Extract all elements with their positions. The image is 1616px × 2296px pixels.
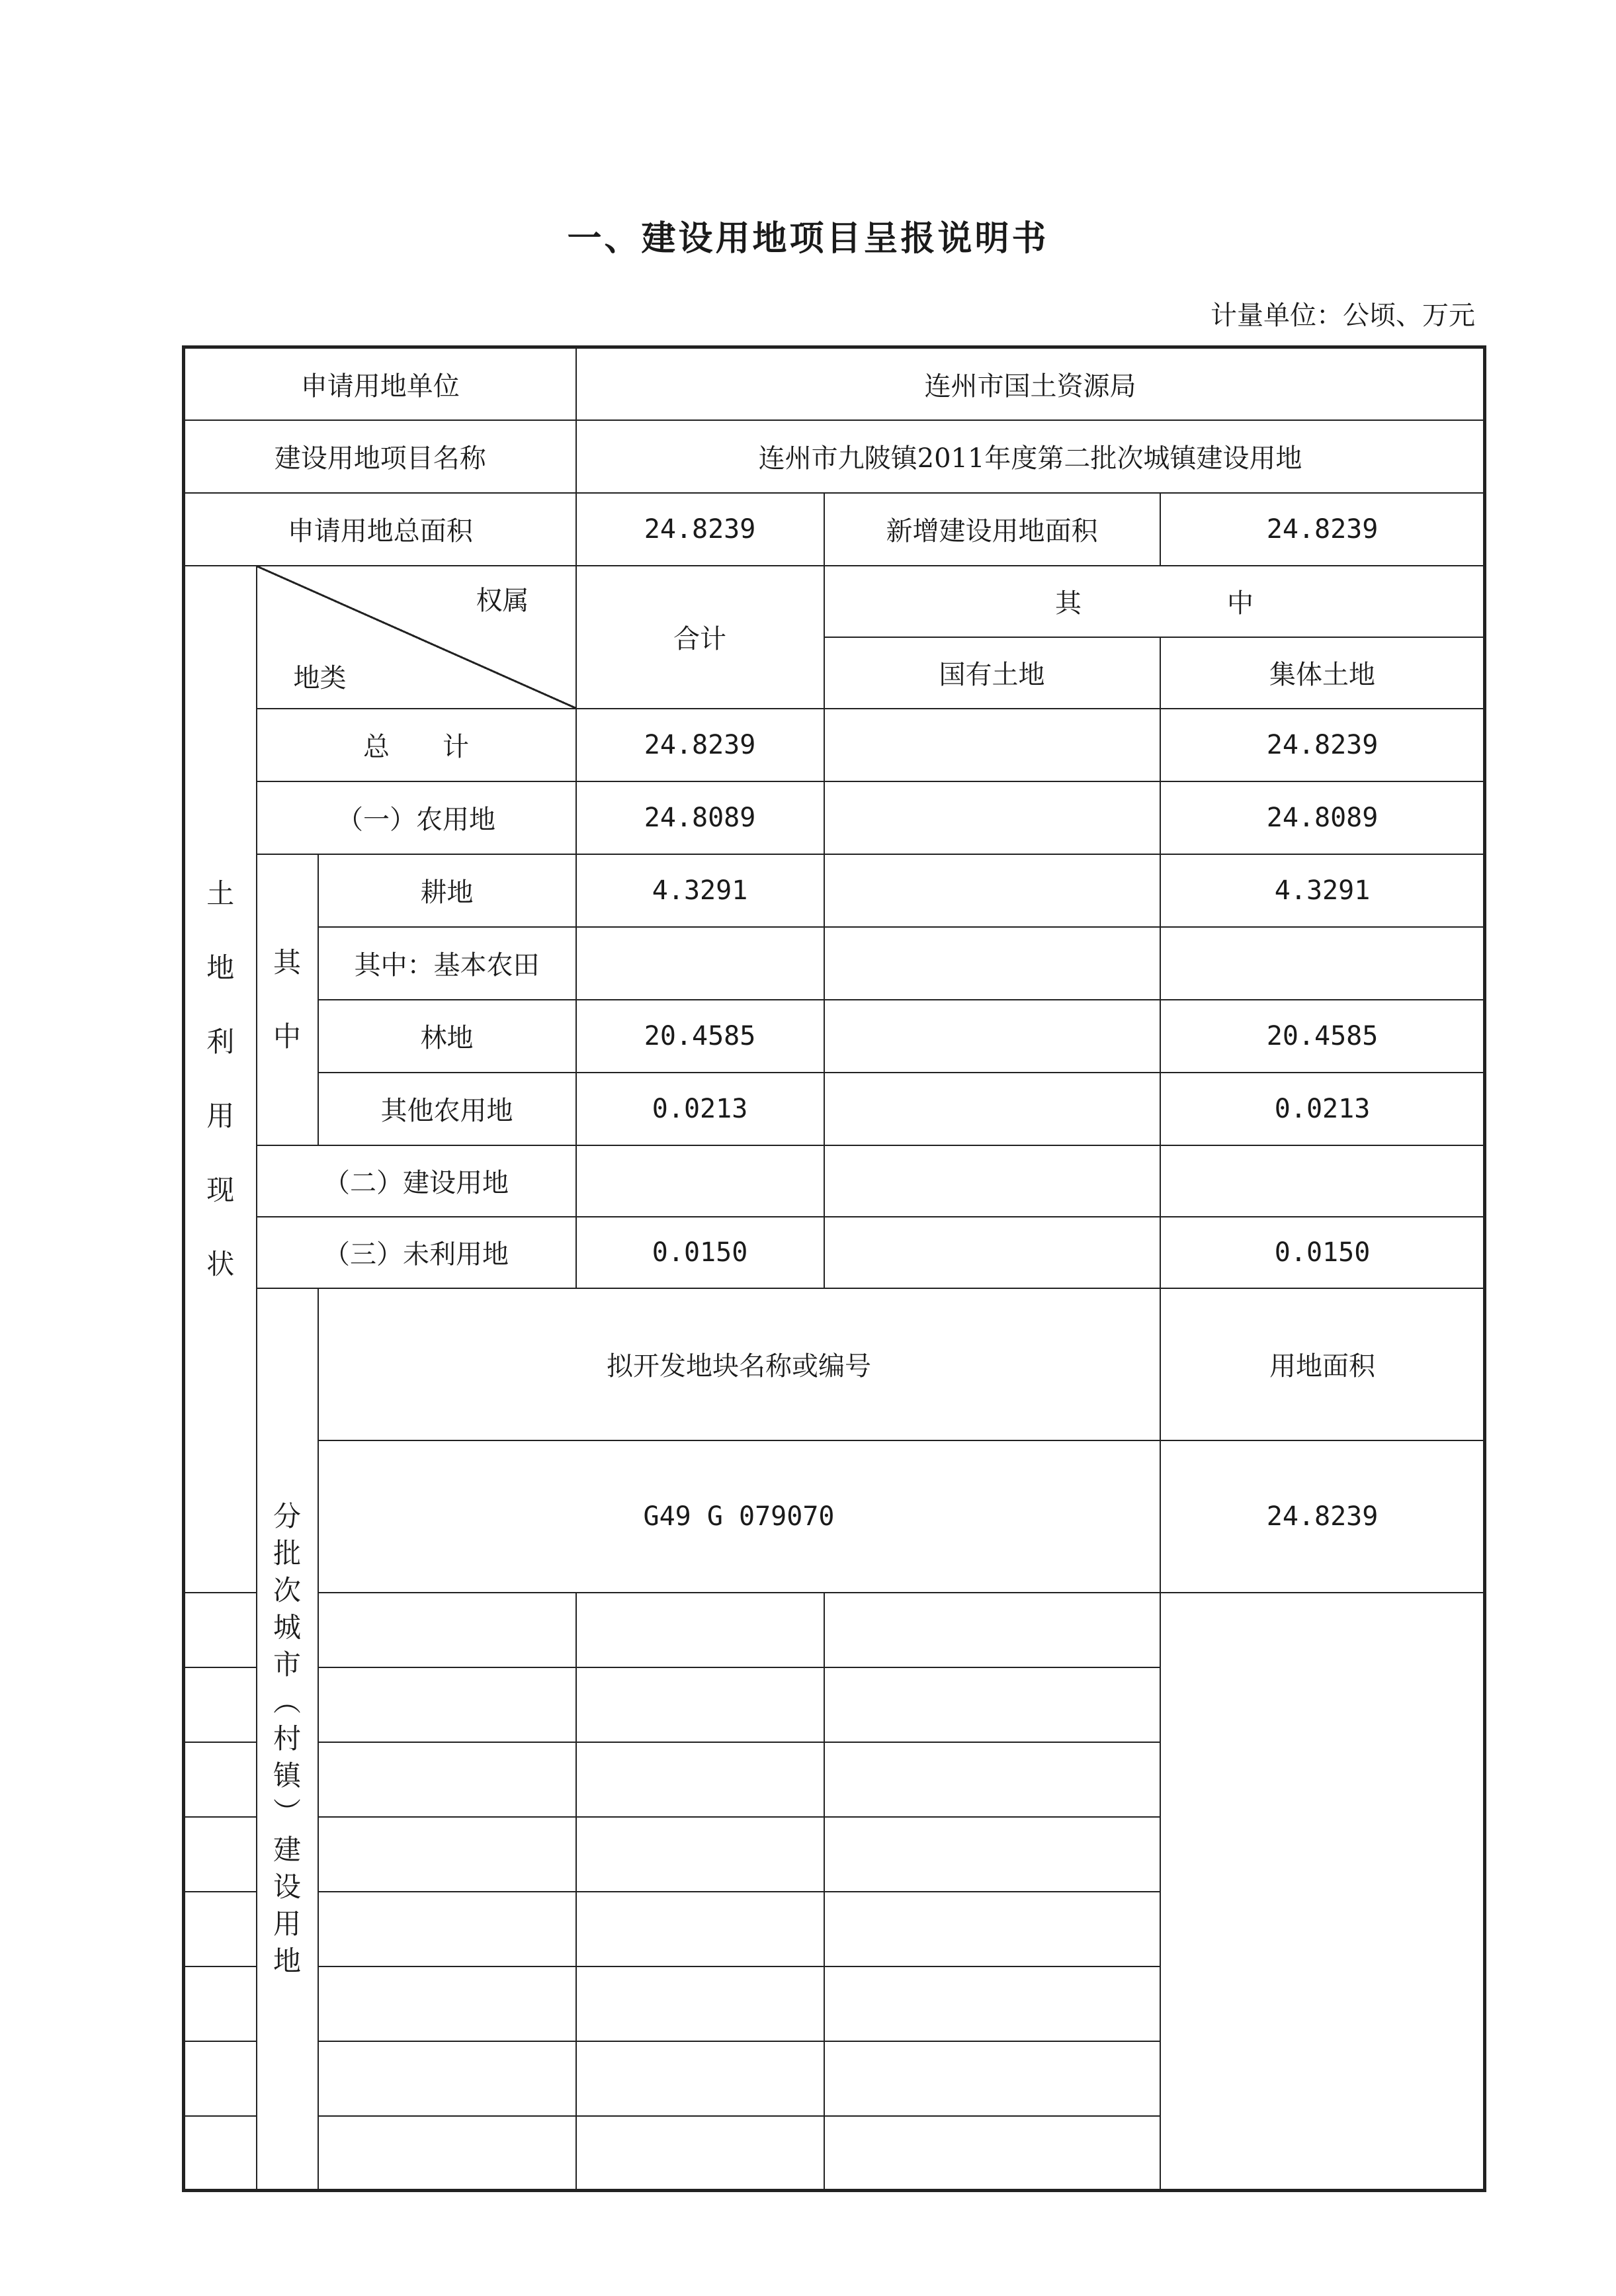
row-total-collective: 24.8239 [1160,709,1485,781]
land-use-label-char: 用 [206,1099,235,1132]
batch-col-parcel: 拟开发地块名称或编号 [318,1288,1160,1440]
batch-row-use [824,2041,1160,2116]
batch-label-char: 次 [273,1573,301,1607]
diagonal-header-cell [257,566,576,709]
batch-label-char: 建 [273,1833,301,1866]
batch-row-area [576,2116,824,2191]
row-arable-collective: 4.3291 [1160,854,1485,927]
batch-row [184,1892,1485,1966]
batch-row-parcel [184,1892,576,1966]
batch-label-char: 地 [273,1944,301,1977]
row-other-agri [184,1073,1485,1145]
diag-bottom-label: 地类 [293,662,347,693]
batch-row-use [824,2116,1160,2191]
batch-row-use [824,1667,1160,1742]
batch-row-use [824,1966,1160,2041]
batch-label-char: 村 [273,1722,301,1755]
batch-row-area: 24.8239 [1160,1440,1485,1593]
batch-label-char: 分 [273,1499,301,1532]
header-of-which [824,566,1485,637]
batch-row-area [576,1742,824,1817]
land-use-label-char: 土 [206,877,235,910]
unit-label: 计量单位：公顷、万元 [1211,300,1475,331]
of-which-label-char: 其 [273,946,301,979]
row-total [184,709,1485,781]
applicant-label: 申请用地单位 [184,347,576,420]
row-agri-total: 24.8089 [576,781,824,854]
batch-header-row [184,1288,1485,1440]
batch-row-use [824,1817,1160,1892]
batch-row-area [576,1966,824,2041]
land-use-section-label [184,566,257,1593]
batch-row [184,1817,1485,1892]
total-area-label: 申请用地总面积 [184,493,576,566]
row-construction [184,1145,1485,1217]
row-agri-label: （一）农用地 [257,781,576,854]
batch-row-parcel [184,1593,576,1667]
row-construction-state [824,1145,1160,1217]
row-other-agri-total: 0.0213 [576,1073,824,1145]
project-row [184,420,1485,493]
application-form-table [182,345,1486,2192]
batch-row [184,1667,1485,1742]
land-use-label-char: 地 [206,951,235,984]
land-use-header-row-1 [184,566,1485,637]
land-use-label-char: 现 [206,1173,235,1206]
header-state-land: 国有土地 [824,637,1160,709]
batch-row [184,1742,1485,1817]
header-collective-land: 集体土地 [1160,637,1485,709]
batch-label-char: 镇 [273,1759,301,1792]
of-which-vertical-text [257,926,318,1074]
page-title: 一、建设用地项目呈报说明书 [567,219,1049,259]
batch-col-area: 用地面积 [1160,1288,1485,1440]
row-forest-total: 20.4585 [576,1000,824,1073]
row-unused-total: 0.0150 [576,1217,824,1288]
area-row [184,493,1485,566]
batch-row-area [576,1892,824,1966]
batch-row-parcel [184,2041,576,2116]
row-agri [184,781,1485,854]
row-forest-state [824,1000,1160,1073]
row-forest-label: 林地 [318,1000,576,1073]
row-agri-state [824,781,1160,854]
row-unused-collective: 0.0150 [1160,1217,1485,1288]
batch-label-char: 设 [273,1870,301,1903]
batch-label-char: 用 [273,1907,301,1940]
applicant-value: 连州市国土资源局 [576,347,1485,420]
row-total-label: 总 计 [257,709,576,781]
diag-top-label: 权属 [476,585,529,616]
batch-row-parcel [184,1966,576,2041]
row-basic-farmland [184,927,1485,1000]
batch-label-char: ︵ [273,1685,301,1718]
batch-row-parcel [184,2116,576,2191]
row-total-state [824,709,1160,781]
batch-row-parcel [184,1667,576,1742]
of-which-label-char: 中 [273,1020,301,1053]
row-construction-total [576,1145,824,1217]
row-arable [184,854,1485,927]
of-which-label [257,854,318,1145]
land-use-label-char: 利 [206,1025,235,1058]
batch-row-parcel [184,1742,576,1817]
batch-row [184,1593,1485,1667]
header-of-which-1: 其 [1055,588,1082,619]
batch-label-char: 市 [273,1648,301,1681]
row-other-agri-label: 其他农用地 [318,1073,576,1145]
row-arable-total: 4.3291 [576,854,824,927]
row-unused-state [824,1217,1160,1288]
batch-row [184,2041,1485,2116]
new-area-value: 24.8239 [1160,493,1485,566]
row-basic-farmland-state [824,927,1160,1000]
batch-row-parcel [184,1817,576,1892]
row-arable-state [824,854,1160,927]
batch-row-use [824,1742,1160,1817]
new-area-label: 新增建设用地面积 [824,493,1160,566]
row-construction-collective [1160,1145,1485,1217]
row-unused [184,1217,1485,1288]
row-basic-farmland-total [576,927,824,1000]
row-forest [184,1000,1485,1073]
batch-row-use [824,1892,1160,1966]
row-construction-label: （二）建设用地 [257,1145,576,1217]
batch-row-parcel: G49 G 079070 [318,1440,1160,1593]
applicant-row [184,347,1485,420]
land-use-label-char: 状 [206,1247,235,1280]
batch-row [184,1440,1485,1593]
land-use-vertical-text [185,857,256,1302]
batch-row-use [824,1593,1160,1667]
total-area-value: 24.8239 [576,493,824,566]
batch-row [184,1966,1485,2041]
batch-row-area [576,2041,824,2116]
batch-label-char: 批 [273,1536,301,1569]
header-total: 合计 [576,566,824,709]
project-label: 建设用地项目名称 [184,420,576,493]
row-basic-farmland-collective [1160,927,1485,1000]
row-total-total: 24.8239 [576,709,824,781]
batch-row-area [576,1667,824,1742]
row-other-agri-collective: 0.0213 [1160,1073,1485,1145]
row-agri-collective: 24.8089 [1160,781,1485,854]
batch-row-area [576,1593,824,1667]
project-value: 连州市九陂镇2011年度第二批次城镇建设用地 [576,420,1485,493]
row-unused-label: （三）未利用地 [257,1217,576,1288]
batch-label-char: 城 [273,1611,301,1644]
row-arable-label: 耕地 [318,854,576,927]
batch-row [184,2116,1485,2191]
row-other-agri-state [824,1073,1160,1145]
row-basic-farmland-label: 其中：基本农田 [318,927,576,1000]
row-forest-collective: 20.4585 [1160,1000,1485,1073]
batch-row-area [576,1817,824,1892]
header-of-which-2: 中 [1227,588,1254,619]
batch-label-char: ︶ [273,1796,301,1829]
